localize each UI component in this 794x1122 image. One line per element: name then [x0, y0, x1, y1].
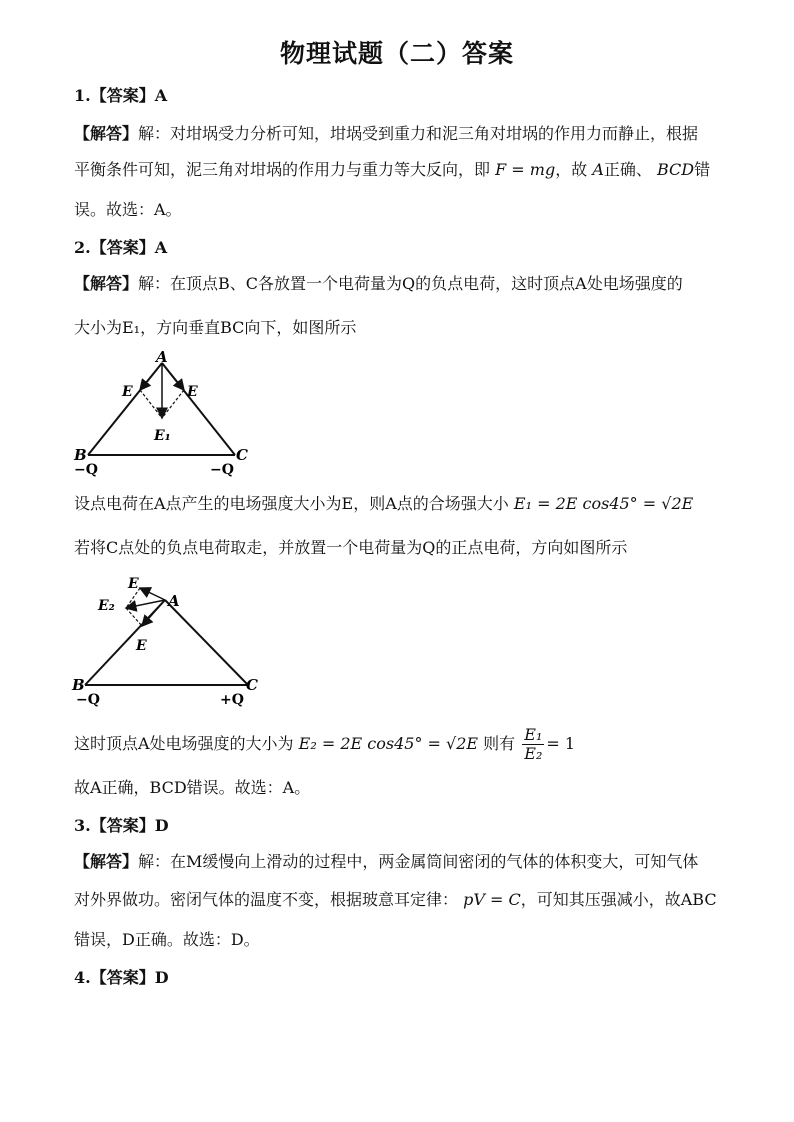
q1-explanation-line1 — [74, 124, 698, 144]
fraction-result: = 1 — [546, 734, 576, 753]
label-c: C — [236, 446, 248, 464]
q1-line1-text: 解：对坩埚受力分析可知，坩埚受到重力和泥三角对坩埚的作用力而静止，根据 — [138, 124, 699, 143]
q1-option-a: A — [592, 160, 604, 179]
fraction-numerator: E₁ — [524, 725, 543, 744]
q2-line5-text-b: 则有 — [483, 734, 516, 753]
label-c: C — [246, 676, 258, 694]
q1-options-bcd: BCD — [656, 160, 695, 179]
vector-e-left — [140, 363, 162, 390]
dashed-right — [162, 390, 184, 418]
vector-e-right — [162, 363, 184, 390]
charge-c: −Q — [210, 462, 234, 478]
charge-b: −Q — [76, 692, 100, 708]
label-e-right: E — [187, 384, 198, 400]
label-a: A — [156, 348, 168, 366]
dashed-left — [140, 390, 162, 418]
charge-b: −Q — [74, 462, 98, 478]
q2-explanation-line1 — [74, 274, 683, 294]
q1-line2-text-d: 错 — [694, 160, 711, 179]
q1-explanation-line3: 误。故选：A。 — [74, 200, 182, 219]
q1-explanation-line2 — [74, 160, 710, 180]
q3-line2-text-a: 对外界做功。密闭气体的温度不变，根据玻意耳定律： — [74, 890, 459, 909]
q2-explanation-line2: 大小为E₁，方向垂直BC向下，如图所示 — [74, 318, 357, 337]
q2-line5-text-a: 这时顶点A处电场强度的大小为 — [74, 734, 294, 753]
figure-1-triangle — [70, 348, 260, 480]
q2-answer: 2.【答案】A — [74, 238, 168, 257]
q3-explanation-line2 — [74, 890, 717, 910]
q3-explanation-line1 — [74, 852, 698, 872]
q2-explanation-line4: 若将C点处的负点电荷取走，并放置一个电荷量为Q的正点电荷，方向如图所示 — [74, 538, 628, 557]
dashed-bottom — [126, 608, 142, 626]
page-title: 物理试题（二）答案 — [279, 39, 514, 68]
figure-2-triangle — [70, 570, 270, 710]
q1-line2-text-b: ，故 — [555, 160, 588, 179]
q3-formula-pv-c: pV = C — [463, 890, 521, 909]
label-e1: E₁ — [154, 428, 171, 444]
q1-explain-label: 【解答】 — [74, 124, 139, 143]
label-e-left: E — [122, 384, 133, 400]
q2-formula-e2: E₂ = 2E cos45° = √2E — [298, 734, 479, 753]
q3-explain-label: 【解答】 — [74, 852, 139, 871]
q1-line2-text-c: 正确、 — [603, 160, 652, 179]
charge-c: +Q — [220, 692, 244, 708]
q4-answer: 4.【答案】D — [74, 968, 169, 987]
label-e-top: E — [128, 576, 139, 592]
q2-line1-text: 解：在顶点B、C各放置一个电荷量为Q的负点电荷，这时顶点A处电场强度的 — [138, 274, 683, 293]
q2-explanation-line5 — [74, 724, 575, 764]
label-b: B — [74, 446, 87, 464]
q2-explanation-line6: 故A正确，BCD错误。故选：A。 — [74, 778, 311, 797]
q1-formula-f-mg: F = mg — [495, 160, 556, 179]
ratio-fraction — [522, 726, 544, 763]
q3-explanation-line3: 错误，D正确。故选：D。 — [74, 930, 260, 949]
q3-line1-text: 解：在M缓慢向上滑动的过程中，两金属筒间密闭的气体的体积变大，可知气体 — [138, 852, 699, 871]
q3-answer: 3.【答案】D — [74, 816, 169, 835]
q1-answer: 1.【答案】A — [74, 86, 168, 105]
q2-formula-e1: E₁ = 2E cos45° = √2E — [513, 494, 694, 513]
label-e-bottom: E — [136, 638, 147, 654]
q2-explanation-line3 — [74, 494, 693, 514]
q2-explain-label: 【解答】 — [74, 274, 139, 293]
fraction-denominator: E₂ — [524, 744, 543, 763]
edge-ac — [165, 600, 248, 685]
q1-line2-text-a: 平衡条件可知，泥三角对坩埚的作用力与重力等大反向，即 — [74, 160, 491, 179]
q2-line3-text: 设点电荷在A点产生的电场强度大小为E，则A点的合场强大小 — [74, 494, 509, 513]
q3-line2-text-b: ，可知其压强减小，故ABC — [520, 890, 717, 909]
label-a: A — [168, 592, 180, 610]
label-e2: E₂ — [98, 598, 115, 614]
label-b: B — [72, 676, 85, 694]
vector-e-top — [140, 588, 165, 600]
